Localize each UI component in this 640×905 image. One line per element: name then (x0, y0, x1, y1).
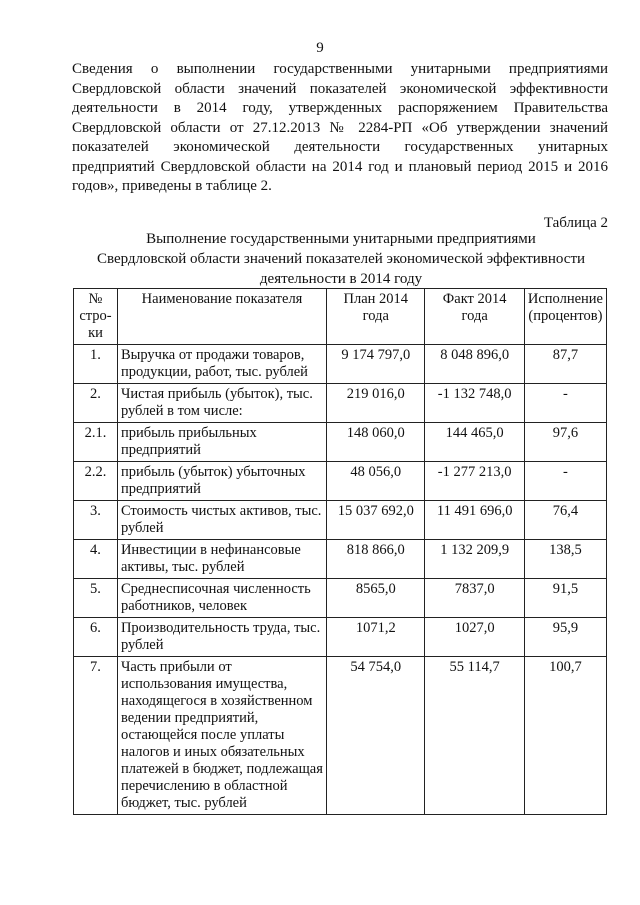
row-number: 4. (74, 540, 118, 579)
row-number: 3. (74, 501, 118, 540)
fact-value: -1 277 213,0 (425, 462, 524, 501)
execution-value: 138,5 (524, 540, 606, 579)
table-row (74, 579, 607, 618)
execution-value: 100,7 (524, 657, 606, 815)
row-number: 2.1. (74, 423, 118, 462)
intro-paragraph: Сведения о выполнении государственными унитарными предприятиями Свердловской области значений показателей экономической эффективности деятельности в 2014 году, утвержденных распоряжением Правительства Свердловской области от 27.12.2013 № 2284-РП «Об утверждении значений показателей экономической деятельности государственных унитарных предприятий Свердловской области на 2014 год и плановый период 2015 и 2016 годов», приведены в таблице 2. (72, 61, 608, 194)
fact-value: 144 465,0 (425, 423, 524, 462)
row-number: 2. (74, 384, 118, 423)
indicator-name: прибыль (убыток) убыточных предприятий (117, 462, 326, 501)
fact-value: 1 132 209,9 (425, 540, 524, 579)
fact-value: 8 048 896,0 (425, 345, 524, 384)
plan-value: 54 754,0 (327, 657, 425, 815)
indicator-name: Чистая прибыль (убыток), тыс. рублей в том числе: (117, 384, 326, 423)
table-row (74, 384, 607, 423)
fact-value: 1027,0 (425, 618, 524, 657)
plan-value: 219 016,0 (327, 384, 425, 423)
indicator-name: прибыль прибыльных предприятий (117, 423, 326, 462)
table-row (74, 501, 607, 540)
plan-value: 8565,0 (327, 579, 425, 618)
table-row (74, 345, 607, 384)
indicator-name: Выручка от продажи товаров, продукции, работ, тыс. рублей (117, 345, 326, 384)
table-row (74, 423, 607, 462)
table-label: Таблица 2 (543, 215, 608, 231)
row-number: 6. (74, 618, 118, 657)
indicator-name: Часть прибыли от использования имущества, находящегося в хозяйственном ведении предприятий, остающейся после уплаты налогов и иных обязательных платежей в бюджет, подлежащая перечислению в областной бюджет, тыс. рублей (117, 657, 326, 815)
table-row (74, 540, 607, 579)
execution-value: 91,5 (524, 579, 606, 618)
execution-value: - (524, 384, 606, 423)
row-number: 2.2. (74, 462, 118, 501)
indicator-name: Стоимость чистых активов, тыс. рублей (117, 501, 326, 540)
table-row (74, 657, 607, 815)
page-number: 9 (316, 40, 324, 56)
indicators-table (73, 288, 607, 815)
header-row-number: № стро-ки (74, 289, 118, 345)
row-number: 5. (74, 579, 118, 618)
plan-value: 15 037 692,0 (327, 501, 425, 540)
plan-value: 1071,2 (327, 618, 425, 657)
execution-value: 95,9 (524, 618, 606, 657)
plan-value: 148 060,0 (327, 423, 425, 462)
indicator-name: Инвестиции в нефинансовые активы, тыс. рублей (117, 540, 326, 579)
execution-value: 76,4 (524, 501, 606, 540)
indicator-name: Производительность труда, тыс. рублей (117, 618, 326, 657)
fact-value: 11 491 696,0 (425, 501, 524, 540)
header-indicator-name: Наименование показателя (117, 289, 326, 345)
fact-value: 55 114,7 (425, 657, 524, 815)
plan-value: 48 056,0 (327, 462, 425, 501)
plan-value: 818 866,0 (327, 540, 425, 579)
execution-value: 97,6 (524, 423, 606, 462)
execution-value: 87,7 (524, 345, 606, 384)
header-execution: Исполнение (процентов) (524, 289, 606, 345)
header-fact: Факт 2014 года (425, 289, 524, 345)
plan-value: 9 174 797,0 (327, 345, 425, 384)
table-header-row (74, 289, 607, 345)
table-caption (72, 229, 610, 289)
header-plan: План 2014 года (327, 289, 425, 345)
table-row (74, 618, 607, 657)
execution-value: - (524, 462, 606, 501)
row-number: 1. (74, 345, 118, 384)
fact-value: -1 132 748,0 (425, 384, 524, 423)
indicator-name: Среднесписочная численность работников, человек (117, 579, 326, 618)
fact-value: 7837,0 (425, 579, 524, 618)
caption-line: Свердловской области значений показателей экономической эффективности (96, 251, 586, 267)
table-row (74, 462, 607, 501)
caption-line: деятельности в 2014 году (259, 271, 423, 287)
caption-line: Выполнение государственными унитарными предприятиями (146, 231, 536, 247)
row-number: 7. (74, 657, 118, 815)
